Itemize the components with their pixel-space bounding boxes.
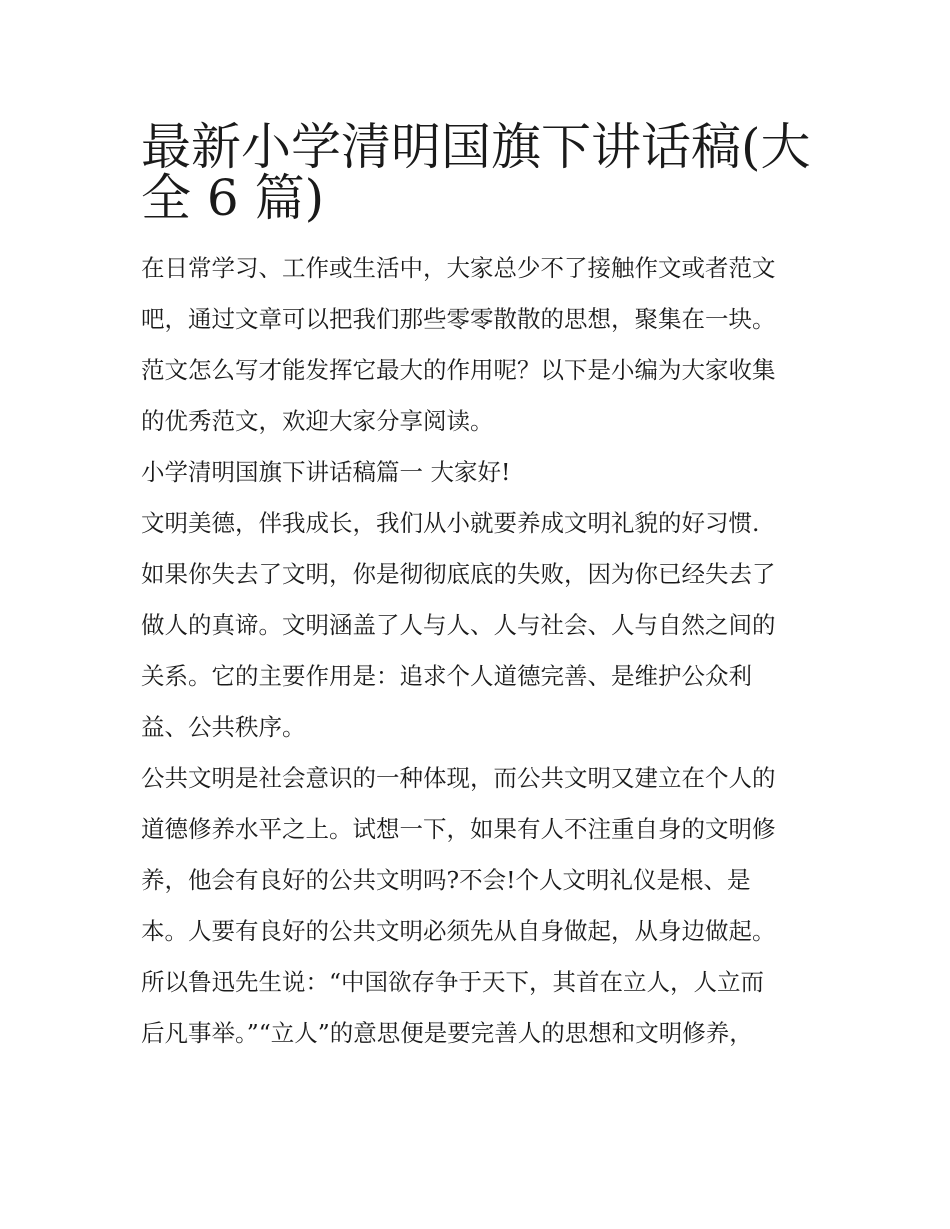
document-title bbox=[141, 113, 821, 227]
text-line: 吧，通过文章可以把我们那些零零散散的思想，聚集在一块。 bbox=[141, 305, 776, 333]
text-line: 的优秀范文，欢迎大家分享阅读。 bbox=[141, 407, 494, 435]
text-line: 小学清明国旗下讲话稿篇一 大家好! bbox=[141, 458, 511, 486]
text-line: 如果你失去了文明，你是彻彻底底的失败，因为你已经失去了 bbox=[141, 560, 776, 588]
text-line: 养，他会有良好的公共文明吗?不会!个人文明礼仪是根、是 bbox=[141, 866, 751, 894]
document-content bbox=[141, 113, 821, 1059]
text-line: 后凡事举。”“立人”的意思便是要完善人的思想和文明修养， bbox=[141, 1019, 753, 1047]
paragraph-public-civility bbox=[141, 753, 821, 1059]
text-line: 做人的真谛。文明涵盖了人与人、人与社会、人与自然之间的 bbox=[141, 611, 776, 639]
paragraph-civility bbox=[141, 498, 821, 753]
text-line: 文明美德，伴我成长，我们从小就要养成文明礼貌的好习惯. bbox=[141, 509, 760, 537]
text-line: 所以鲁迅先生说：“中国欲存争于天下，其首在立人，人立而 bbox=[141, 968, 765, 996]
text-line: 本。人要有良好的公共文明必须先从自身做起，从身边做起。 bbox=[141, 917, 776, 945]
text-line: 公共文明是社会意识的一种体现，而公共文明又建立在个人的 bbox=[141, 764, 776, 792]
text-line: 在日常学习、工作或生活中，大家总少不了接触作文或者范文 bbox=[141, 254, 776, 282]
text-line: 关系。它的主要作用是：追求个人道德完善、是维护公众利 bbox=[141, 662, 752, 690]
paragraph-section-heading bbox=[141, 447, 821, 498]
text-line: 益、公共秩序。 bbox=[141, 713, 306, 741]
text-line: 范文怎么写才能发挥它最大的作用呢？以下是小编为大家收集 bbox=[141, 356, 776, 384]
text-line: 道德修养水平之上。试想一下，如果有人不注重自身的文明修 bbox=[141, 815, 776, 843]
title-line: 最新小学清明国旗下讲话稿(大 bbox=[141, 118, 811, 176]
title-line: 全 6 篇) bbox=[141, 169, 325, 227]
document-body bbox=[141, 243, 821, 1059]
paragraph-intro bbox=[141, 243, 821, 447]
